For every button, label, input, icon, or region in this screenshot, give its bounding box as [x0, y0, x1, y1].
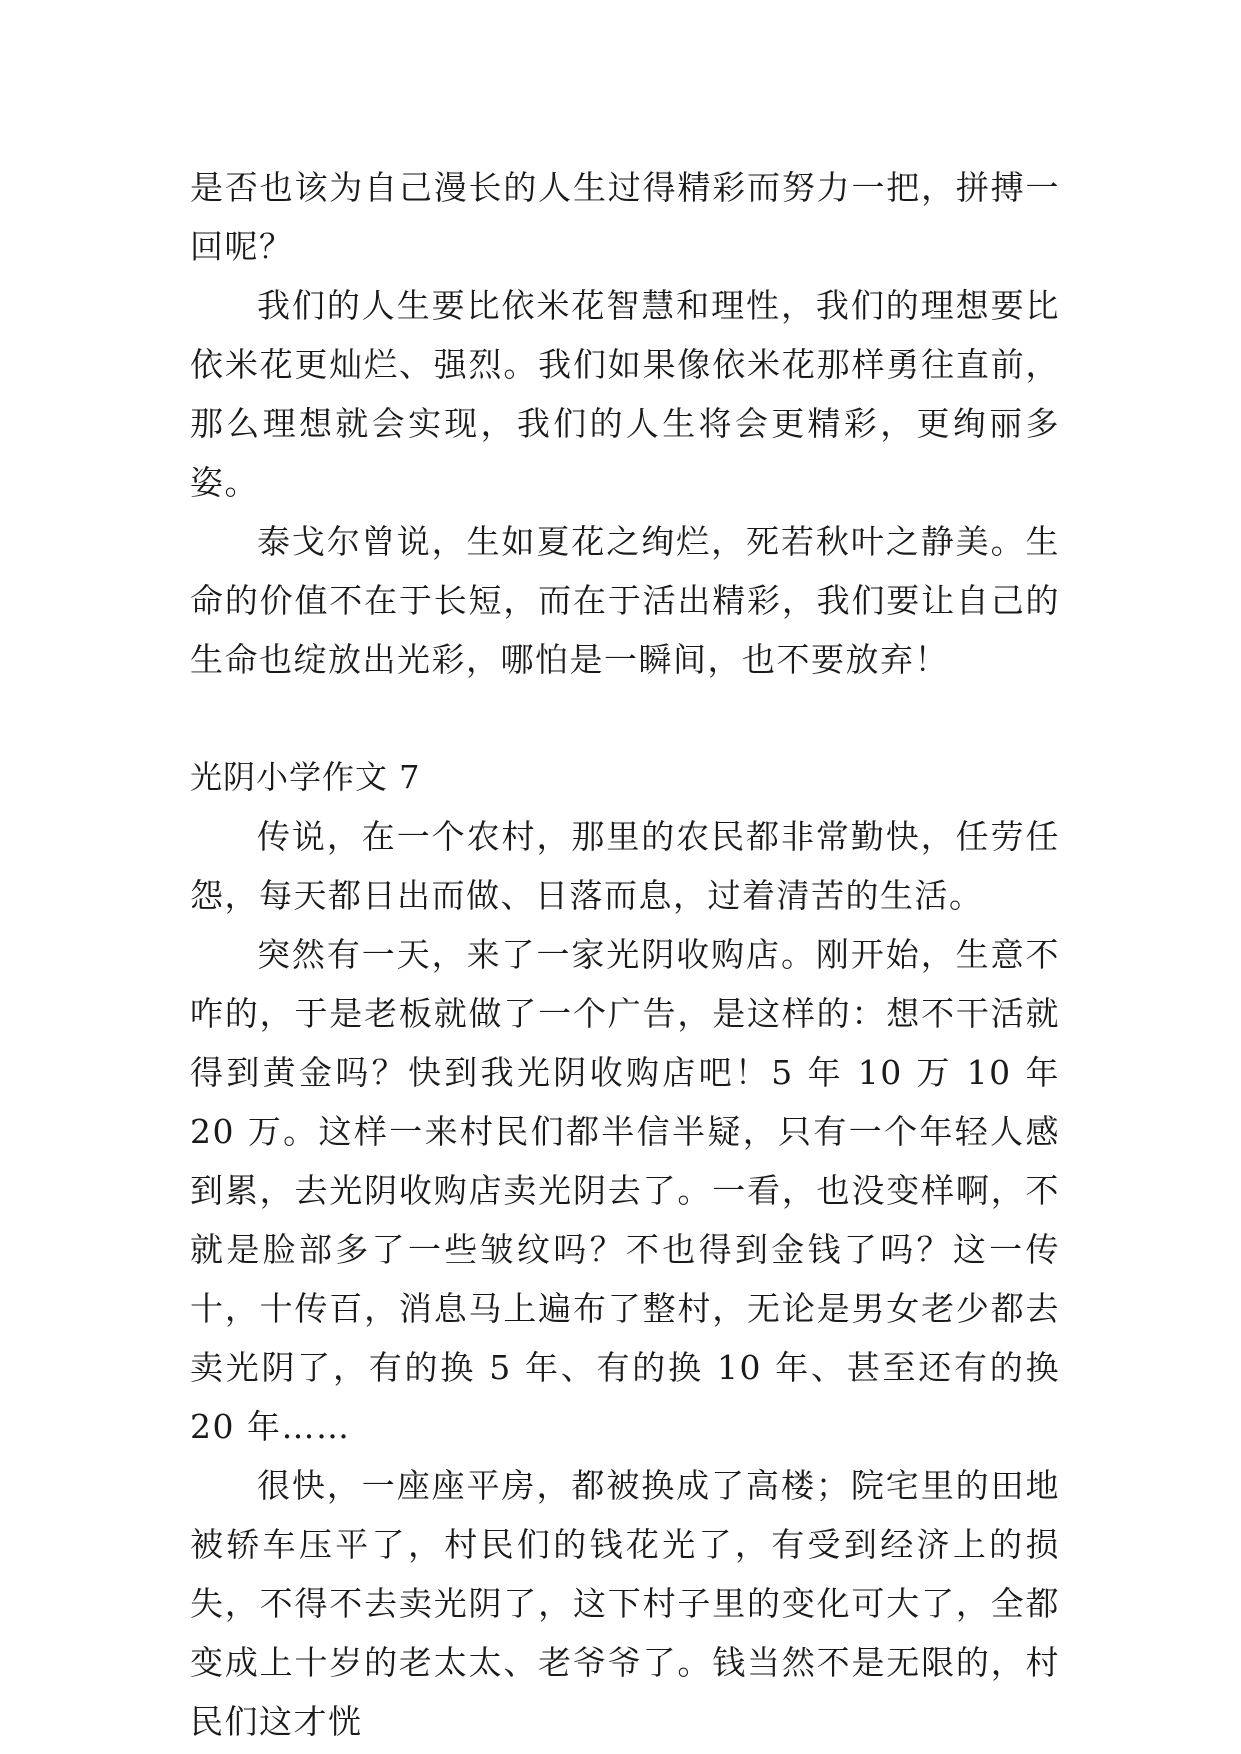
paragraph-6: 很快，一座座平房，都被换成了高楼；院宅里的田地被轿车压平了，村民们的钱花光了，有受到经济上的损失，不得不去卖光阴了，这下村子里的变化可大了，全都变成上十岁的老太太、老爷爷了。钱当然不是无限的，村民们这才恍	[190, 1466, 1060, 1741]
paragraph-1: 是否也该为自己漫长的人生过得精彩而努力一把，拼搏一回呢？	[190, 168, 1060, 266]
paragraph-2: 我们的人生要比依米花智慧和理性，我们的理想要比依米花更灿烂、强烈。我们如果像依米花那样勇往直前，那么理想就会实现，我们的人生将会更精彩，更绚丽多姿。	[190, 286, 1060, 502]
section-title: 光阴小学作文 7	[190, 758, 421, 796]
section-spacer	[190, 689, 1060, 748]
paragraph-5: 突然有一天，来了一家光阴收购店。刚开始，生意不咋的，于是老板就做了一个广告，是这样的：想不干活就得到黄金吗？快到我光阴收购店吧！5 年 10 万 10 年 20 万。这样一来村民们都半信半疑，只有一个年轻人感到累，去光阴收购店卖光阴去了。一看，也没变样啊，不就是脸部多了一些皱纹吗？不也得到金钱了吗？这一传十，十传百，消息马上遍布了整村，无论是男女老少都去卖光阴了，有的换 5 年、有的换 10 年、甚至还有的换 20 年……	[190, 935, 1060, 1446]
paragraph-3: 泰戈尔曾说，生如夏花之绚烂，死若秋叶之静美。生命的价值不在于长短，而在于活出精彩，我们要让自己的生命也绽放出光彩，哪怕是一瞬间，也不要放弃！	[190, 522, 1060, 679]
document-page	[190, 158, 1060, 1751]
paragraph-4: 传说，在一个农村，那里的农民都非常勤快，任劳任怨，每天都日出而做、日落而息，过着清苦的生活。	[190, 817, 1060, 915]
